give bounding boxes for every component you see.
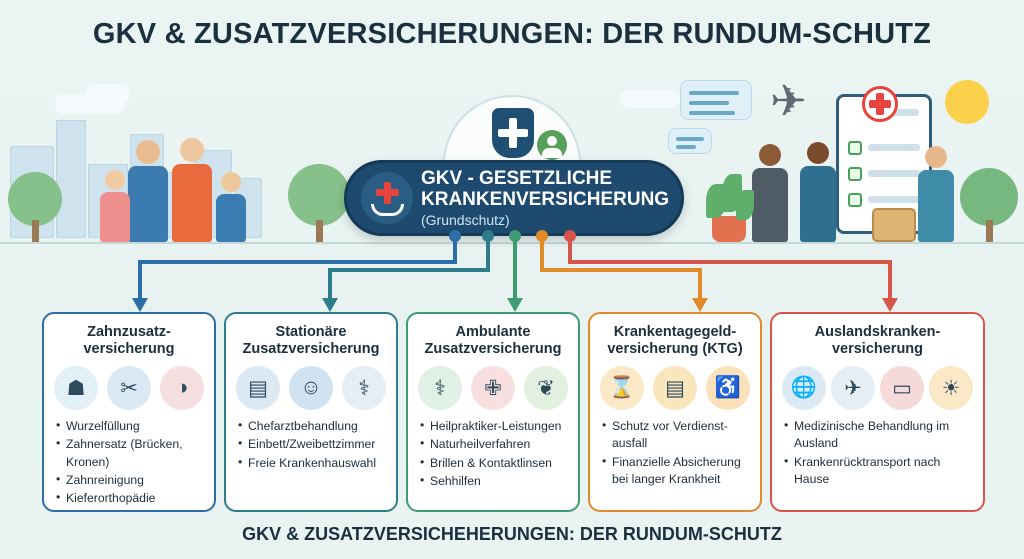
shield-hands-cross-icon [361, 172, 413, 224]
card-title-line1: Stationäre [275, 324, 347, 340]
chat-bubble-icon [680, 80, 752, 120]
card-icon-row [782, 366, 973, 410]
card-title-line2: Zusatzversicherung [242, 340, 380, 357]
globe-icon: 🌐 [782, 366, 826, 410]
hub-subtitle: (Grundschutz) [421, 212, 510, 229]
plant-leaf-icon [736, 190, 754, 220]
smile-teeth-icon: ◑ [160, 366, 204, 410]
tree-icon [960, 168, 1018, 242]
card-stationaere-zusatzversicherung[interactable] [224, 312, 398, 512]
list-item: • Chefarztbehandlung [238, 418, 386, 435]
suitcase-icon: ▭ [880, 366, 924, 410]
family-figure-mother [172, 138, 212, 242]
card-icon-row [600, 366, 750, 410]
cards-row [42, 312, 982, 512]
card-title-line1: Krankentagegeld- [613, 324, 737, 340]
card-auslandskrankenversicherung[interactable] [770, 312, 985, 512]
wheelchair-icon: ♿ [706, 366, 750, 410]
airplane-icon: ✈ [831, 366, 875, 410]
list-item: • Schutz vor Verdienst-ausfall [602, 418, 750, 453]
shield-person-icon [492, 108, 534, 158]
footer-title: GKV & ZUSATZVERSICHEHERUNGEN: DER RUNDUM-SCHUTZ [242, 524, 782, 544]
tooth-icon: ☗ [54, 366, 98, 410]
card-icon-row [54, 366, 204, 410]
herbal-leaf-icon: ❦ [524, 366, 568, 410]
card-ambulante-zusatzversicherung[interactable] [406, 312, 580, 512]
card-title-line2: Zusatzversicherung [424, 340, 562, 357]
card-title-line2: versicherung (KTG) [607, 340, 743, 357]
card-title-line1: Ambulante [455, 324, 531, 340]
card-bullets [600, 418, 750, 488]
cloud-icon [620, 90, 680, 108]
list-item: • Brillen & Kontaktlinsen [420, 455, 568, 472]
list-item: • Naturheilverfahren [420, 436, 568, 453]
list-item: • Zahnersatz (Brücken, Kronen) [56, 436, 204, 471]
family-figure-father [128, 140, 168, 242]
card-title-line1: Zahnzusatz- [87, 324, 171, 340]
card-title-line2: versicherung [831, 340, 924, 357]
list-item: • Freie Krankenhauswahl [238, 455, 386, 472]
dental-tools-icon: ✂ [107, 366, 151, 410]
card-icon-row [418, 366, 568, 410]
list-item: • Einbett/Zweibettzimmer [238, 436, 386, 453]
list-item: • Kieferorthopädie [56, 490, 204, 507]
card-bullets [418, 418, 568, 490]
chat-bubble-icon [668, 128, 712, 154]
family-figure-boy [216, 172, 246, 242]
ground-line [0, 242, 1024, 244]
hub-title-line1: GKV - GESETZLICHE [421, 167, 613, 189]
list-item: • Medizinische Behandlung im Ausland [784, 418, 973, 453]
banknote-icon: ▤ [653, 366, 697, 410]
hub-title-line2: KRANKENVERSICHERUNG [421, 189, 670, 210]
person-doctor [800, 142, 836, 242]
airplane-icon: ✈ [770, 77, 807, 126]
list-item: • Finanzielle Absicherung bei langer Krankheit [602, 454, 750, 489]
stethoscope-icon: ⚕ [418, 366, 462, 410]
nurse-icon: ☺ [289, 366, 333, 410]
card-title-line1: Auslandskranken- [814, 324, 941, 340]
medicine-bottle-icon: ✙ [471, 366, 515, 410]
card-title-line2: versicherung [83, 340, 175, 357]
shield-person-icon [537, 130, 567, 160]
list-item: • Sehhilfen [420, 473, 568, 490]
hub-gkv-banner [344, 160, 684, 236]
person-agent [918, 146, 954, 242]
card-zahnzusatzversicherung[interactable] [42, 312, 216, 512]
sun-icon: ☀ [929, 366, 973, 410]
medical-cross-badge-icon [869, 100, 891, 108]
tree-icon [288, 164, 350, 242]
card-bullets [782, 418, 973, 488]
page-title: GKV & ZUSATZVERSICHERUNGEN: DER RUNDUM-SCHUTZ [92, 18, 932, 50]
card-bullets [236, 418, 386, 472]
list-item: • Heilpraktiker-Leistungen [420, 418, 568, 435]
sun-icon [945, 80, 989, 124]
tree-icon [8, 172, 62, 242]
family-figure-girl [100, 170, 130, 242]
doctor-icon: ⚕ [342, 366, 386, 410]
hourglass-icon: ⌛ [600, 366, 644, 410]
card-bullets [54, 418, 204, 508]
suitcase-icon [872, 208, 916, 242]
list-item: • Wurzelfüllung [56, 418, 204, 435]
card-krankentagegeldversicherung[interactable] [588, 312, 762, 512]
list-item: • Zahnreinigung [56, 472, 204, 489]
list-item: • Krankenrücktransport nach Hause [784, 454, 973, 489]
hospital-bed-icon: ▤ [236, 366, 280, 410]
person-traveler [752, 144, 788, 242]
card-icon-row [236, 366, 386, 410]
